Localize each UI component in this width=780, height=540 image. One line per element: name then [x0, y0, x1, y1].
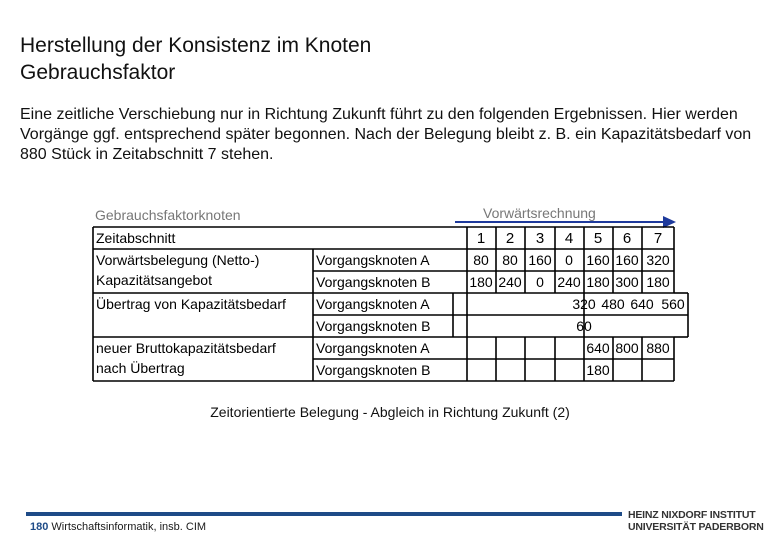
node-label-a: Vorgangsknoten A: [316, 340, 430, 356]
cell-value: 480: [601, 296, 625, 312]
logo-line2: UNIVERSITÄT PADERBORN: [628, 521, 764, 533]
footer-divider: [26, 512, 622, 516]
cell-value: 160: [586, 252, 610, 268]
cell-value: 180: [646, 274, 670, 290]
cell-value: 560: [661, 296, 685, 312]
institute-logo: [628, 509, 768, 533]
cell-value: 0: [565, 252, 573, 268]
cell-value: 240: [498, 274, 522, 290]
node-label-b: Vorgangsknoten B: [316, 318, 431, 334]
period-header: 6: [622, 230, 632, 247]
figure-heading: Gebrauchsfaktorknoten: [95, 207, 241, 223]
row-label-uebertrag: Übertrag von Kapazitätsbedarf: [96, 296, 286, 312]
period-header: 7: [653, 230, 663, 247]
node-label-b: Vorgangsknoten B: [316, 274, 431, 290]
cell-value: 800: [615, 340, 639, 356]
period-header: 4: [564, 230, 574, 247]
cell-value: 60: [576, 318, 592, 334]
cell-value: 180: [586, 362, 610, 378]
row-label-vorwaertsbelegung: Vorwärtsbelegung (Netto-): [96, 252, 260, 268]
row-label-neuer-line1: neuer Bruttokapazitätsbedarf: [96, 340, 276, 356]
cell-value: 300: [615, 274, 639, 290]
cell-value: 80: [473, 252, 489, 268]
figure-caption: Zeitorientierte Belegung - Abgleich in Richtung Zukunft (2): [210, 404, 570, 420]
cell-value: 880: [646, 340, 670, 356]
cell-value: 160: [528, 252, 552, 268]
row-label-zeitabschnitt: Zeitabschnitt: [96, 230, 176, 246]
cell-value: 640: [630, 296, 654, 312]
course-name: Wirtschaftsinformatik, insb. CIM: [51, 521, 207, 533]
period-header: 1: [476, 230, 486, 247]
period-header: 3: [535, 230, 545, 247]
period-header: 2: [505, 230, 515, 247]
period-header: 5: [593, 230, 603, 247]
cell-value: 320: [646, 252, 670, 268]
slide-title-line2: Gebrauchsfaktor: [20, 61, 176, 84]
cell-value: 180: [586, 274, 610, 290]
slide-title-line1: Herstellung der Konsistenz im Knoten: [20, 34, 372, 57]
node-label-a: Vorgangsknoten A: [316, 252, 430, 268]
arrow-label: Vorwärtsrechnung: [483, 205, 596, 221]
node-label-a: Vorgangsknoten A: [316, 296, 430, 312]
footer-text: [30, 521, 206, 533]
page-number: 180: [30, 521, 49, 533]
cell-value: 160: [615, 252, 639, 268]
cell-value: 320: [572, 296, 596, 312]
intro-paragraph: Eine zeitliche Verschiebung nur in Richtung Zukunft führt zu den folgenden Ergebnissen. Hier werden Vorgänge ggf. entsprechend später begonnen. Nach der Belegung bleibt z. B. ein Kapazitätsbedarf von 880 Stück in Zeitabschnitt 7 stehen.: [20, 106, 752, 163]
node-label-b: Vorgangsknoten B: [316, 362, 431, 378]
cell-value: 0: [536, 274, 544, 290]
logo-line1: HEINZ NIXDORF INSTITUT: [628, 509, 756, 521]
cell-value: 640: [586, 340, 610, 356]
cell-value: 80: [502, 252, 518, 268]
row-label-kapazitaetsangebot: Kapazitätsangebot: [96, 272, 212, 288]
cell-value: 240: [557, 274, 581, 290]
row-label-neuer-line2: nach Übertrag: [96, 360, 185, 376]
cell-value: 180: [469, 274, 493, 290]
